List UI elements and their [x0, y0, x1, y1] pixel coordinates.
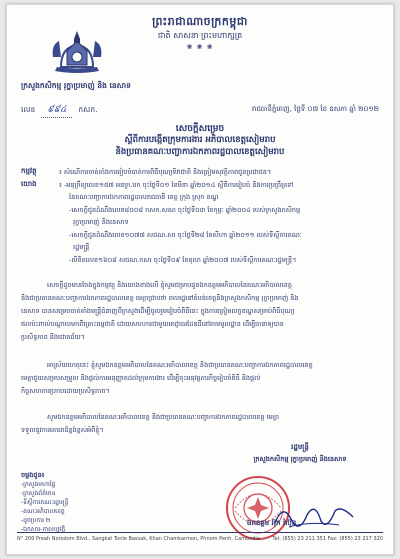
document-page	[6, 4, 394, 555]
reference-line: -សេចក្តីជូនដំណឹងលេខ៨០០៨ កសក.សណ ចុះថ្ងៃទី០៣ ខែកុម្ភៈ ឆ្នាំ២០០៤ របស់ក្រសួងកសិកម្ម	[69, 206, 301, 214]
paragraph-line: ប្រសិទ្ធភាព និងជោគជ័យ។	[21, 333, 85, 341]
subject-label: កម្មវត្ថុ	[21, 167, 37, 175]
references-label: យោង	[21, 180, 37, 188]
reference-number	[21, 104, 97, 118]
footer-address: N° 200 Preah Norodom Blvd., Sangkat Tonle Bassak, Khan Chamkarmon, Phnom Penh, Cambodia	[17, 536, 260, 542]
cc-item: -ទីស្តីការគណៈរដ្ឋមន្ត្រី	[21, 499, 69, 506]
footer-contact: Tel: (855) 23 211 351 Fax: (855) 23 217 320	[272, 536, 383, 542]
reference-handwritten-number: ៩៩៤	[41, 104, 72, 118]
reference-line: ៖ -អនុក្រឹត្យលេខ១៥៧ អនក្រ.បក ចុះថ្ងៃទី០១ ខែមិនា ឆ្នាំ២០១៤ ស្តីពីការរៀបចំ និងការប្រព្រឹត្តទៅ	[59, 181, 294, 189]
kingdom-title: ព្រះរាជាណាចក្រកម្ពុជា	[152, 15, 248, 28]
cc-list	[21, 471, 68, 534]
subject-text: ៖ សំណើការចាត់តាំងការរៀបចំបាត់ការពិធីបុណ្យទិវាជាតិ និងត្រៀមសុវត្ថិភាពជូនប្រជាជន។	[59, 168, 272, 176]
reference-line: -សេចក្តីជូនដំណឹងលេខ១០៧៧ សជណ.សរ ចុះថ្ងៃទី២៨ ខែសីហា ឆ្នាំ២០១១ របស់ទីស្តីការគណៈ	[69, 231, 302, 239]
reference-line: រដ្ឋមន្ត្រី	[73, 243, 90, 251]
document-subtitle-1: ស្តីពីការបង្កើតក្រុមការងារ អភិបាលខេត្តសៀមរាប	[124, 135, 276, 145]
ministry-name: ក្រសួងកសិកម្ម រុក្ខាប្រមាញ់ និង នេសាទ	[21, 81, 131, 90]
cc-item: -ដូចប្រការ ២	[21, 517, 51, 524]
cc-item: -ក្រសួងព័ត៌មាន	[21, 490, 56, 497]
cc-heading: ចម្លងជូន៖	[21, 471, 45, 479]
national-motto: ជាតិ សាសនា ព្រះមហាក្សត្រ	[157, 31, 243, 40]
paragraph-line: ផលប៉ះពាល់បណ្តាលមកពីគ្រោះធម្មជាតិ ដោយសហការជាមួយអាជ្ញាធរដែនដីនៅតាមមូលដ្ឋាន ដើម្បីធានាឲ្យបាន	[21, 320, 284, 328]
reference-line: -លិខិតលេខ១៦០៨ សជណ.កសរ ចុះថ្ងៃទី០៩ ខែតុលា ឆ្នាំ២០០៧ របស់ទីស្តីការគណៈរដ្ឋមន្ត្រី។	[69, 256, 297, 264]
reference-label: លេខ	[21, 105, 36, 114]
reference-suffix: កសក.	[78, 105, 98, 114]
closing-line: ទទួលនូវការគោរពដ៏ខ្ពង់ខ្ពស់អំពីខ្ញុំ។	[21, 426, 104, 434]
reference-line: រុក្ខាប្រមាញ់ និងនេសាទ	[73, 218, 129, 226]
signatory-ministry: ក្រសួងកសិកម្ម រុក្ខាប្រមាញ់ និងនេសាទ	[253, 455, 347, 463]
footer-divider	[17, 532, 383, 533]
signatory-name: ឯកឧត្តម អ៊ុក រ៉ាប៊ុន	[247, 519, 297, 527]
cc-item: -គណៈអភិបាលខេត្ត	[21, 508, 65, 515]
cc-item: -ឯកសារ-កាលប្បវត្តិ	[21, 526, 66, 533]
header-ornament: ❀ ❀ ❀	[186, 43, 214, 51]
paragraph-line: នេសាទ បានសម្រេចចាត់តាំងមន្ត្រីជំនាញពីក្រសួងដើម្បីចូលរួមរៀបចំពិធីនេះ ក្នុងការត្រៀមលក្ខខណ្ឌសម្រាប់ពិធីបុណ្យ	[21, 307, 295, 315]
handwritten-signature-icon	[269, 497, 359, 535]
document-date: រាជធានីភ្នំពេញ, ថ្ងៃទី ០៧ ខែ ឧសភា ឆ្នាំ ២០១២	[251, 105, 379, 113]
paragraph-line: កិច្ចសហការប្រកបដោយប្រសិទ្ធភាព។	[21, 387, 110, 395]
paragraph-line: និងជាប្រធានគណៈបញ្ជាការឯកភាពរដ្ឋបាលខេត្ត មេត្តាជ្រាបថា ពលរដ្ឋនៅតំបន់ខេត្តនិងក្រសួងកសិកម្ម រុក្ខាប្រមាញ់ និង	[21, 294, 299, 302]
paragraph-line: សេចក្តីដូចមានចែងក្នុងកម្មវត្ថុ និងយោងខាងលើ ខ្ញុំសូមជម្រាបជូនឯកឧត្តមអភិបាលនៃគណៈអភិបាលខេត្ត	[47, 281, 292, 289]
reference-line: នៃគណៈបញ្ជាការឯកភាពរដ្ឋបាលរាជធានី ខេត្ត ក្រុង ស្រុក ខណ្ឌ	[69, 193, 219, 201]
cc-item: -ក្រសួងមហាផ្ទៃ	[21, 481, 56, 488]
paragraph-line: មេត្តាជួយសម្របសម្រួល និងផ្តល់ការអនុញ្ញាតដល់ក្រុមការងារ ដើម្បីចុះអនុវត្តភារកិច្ចរៀបចំពិធី និងផ្តល់	[21, 374, 261, 382]
document-title: សេចក្តីសម្រេច	[175, 124, 225, 134]
signatory-title: រដ្ឋមន្ត្រី	[291, 443, 309, 451]
document-subtitle-2: និងប្រធានគណៈបញ្ជាការឯកភាពរដ្ឋបាលខេត្តសៀមរាប	[115, 147, 285, 157]
signature-block	[235, 443, 365, 465]
closing-line: សូមឯកឧត្តមអភិបាលនៃគណៈអភិបាលខេត្ត និងជាប្រធានគណៈបញ្ជាការឯកភាពរដ្ឋបាលខេត្ត មេត្តា	[47, 413, 280, 421]
paragraph-line: អាស្រ័យហេតុនេះ ខ្ញុំសូមឯកឧត្តមអភិបាលនៃគណៈអភិបាលខេត្ត និងជាប្រធានគណៈបញ្ជាការឯកភាពរដ្ឋបាលខេត្ត	[47, 361, 313, 369]
